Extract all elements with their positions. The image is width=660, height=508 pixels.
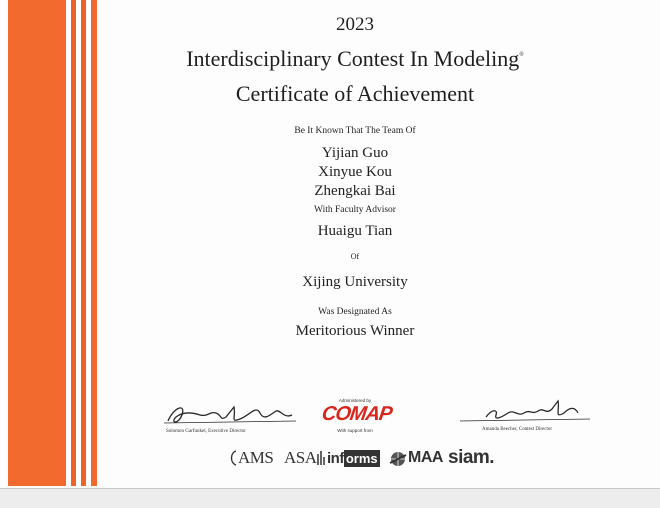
- orange-stripe-1: [71, 0, 76, 486]
- left-signature-block: [160, 393, 300, 443]
- siam-logo: [448, 445, 494, 471]
- right-signature-caption: Amanda Beecher, Contest Director: [482, 427, 553, 432]
- university-name: Xijing University: [302, 274, 408, 290]
- team-member-2: Xinyue Kou: [318, 164, 392, 180]
- award-title: Meritorious Winner: [295, 323, 415, 339]
- ams-swirl-icon: [228, 449, 238, 467]
- right-signature-block: [458, 393, 593, 443]
- comap-name: COMAP: [320, 403, 393, 425]
- team-member-3: Zhengkai Bai: [314, 183, 396, 199]
- of-text: Of: [350, 252, 360, 261]
- asa-graph-icon: [317, 450, 325, 466]
- left-signature-caption: Solomon Garfunkel, Executive Director: [166, 429, 246, 434]
- orange-band-main: [8, 0, 66, 486]
- advisor-name: Huaigu Tian: [317, 223, 393, 239]
- team-member-1: Yijian Guo: [321, 145, 389, 161]
- year: 2023: [336, 14, 374, 35]
- maa-logo: [388, 445, 443, 471]
- asa-logo: [284, 445, 325, 471]
- with-advisor-text: With Faculty Advisor: [314, 205, 396, 215]
- contest-name: [110, 46, 600, 72]
- maa-globe-icon: [388, 449, 408, 467]
- trademark: ®: [519, 52, 524, 58]
- contest-text: Interdisciplinary Contest In Modeling: [186, 46, 520, 71]
- informs-text-a: inf: [327, 449, 344, 467]
- designated-text: Was Designated As: [318, 307, 392, 317]
- maa-text: MAA: [408, 449, 443, 466]
- right-signature-image: [458, 395, 593, 427]
- support-text: With support from: [337, 428, 373, 433]
- certificate-title: Certificate of Achievement: [235, 81, 475, 106]
- bottom-strip: [0, 488, 660, 508]
- informs-logo: [327, 445, 380, 471]
- administered-by-text: Administered by: [338, 398, 372, 403]
- left-signature-image: [160, 397, 300, 429]
- orange-stripe-3: [91, 0, 97, 486]
- siam-text: siam.: [448, 447, 495, 468]
- comap-logo: [320, 398, 393, 444]
- asa-text: ASA: [284, 448, 317, 467]
- orange-stripe-2: [81, 0, 86, 486]
- informs-text-b: orms: [345, 450, 378, 466]
- be-it-known-text: Be It Known That The Team Of: [294, 126, 416, 136]
- ams-text: AMS: [238, 448, 274, 467]
- ams-logo: [228, 445, 273, 471]
